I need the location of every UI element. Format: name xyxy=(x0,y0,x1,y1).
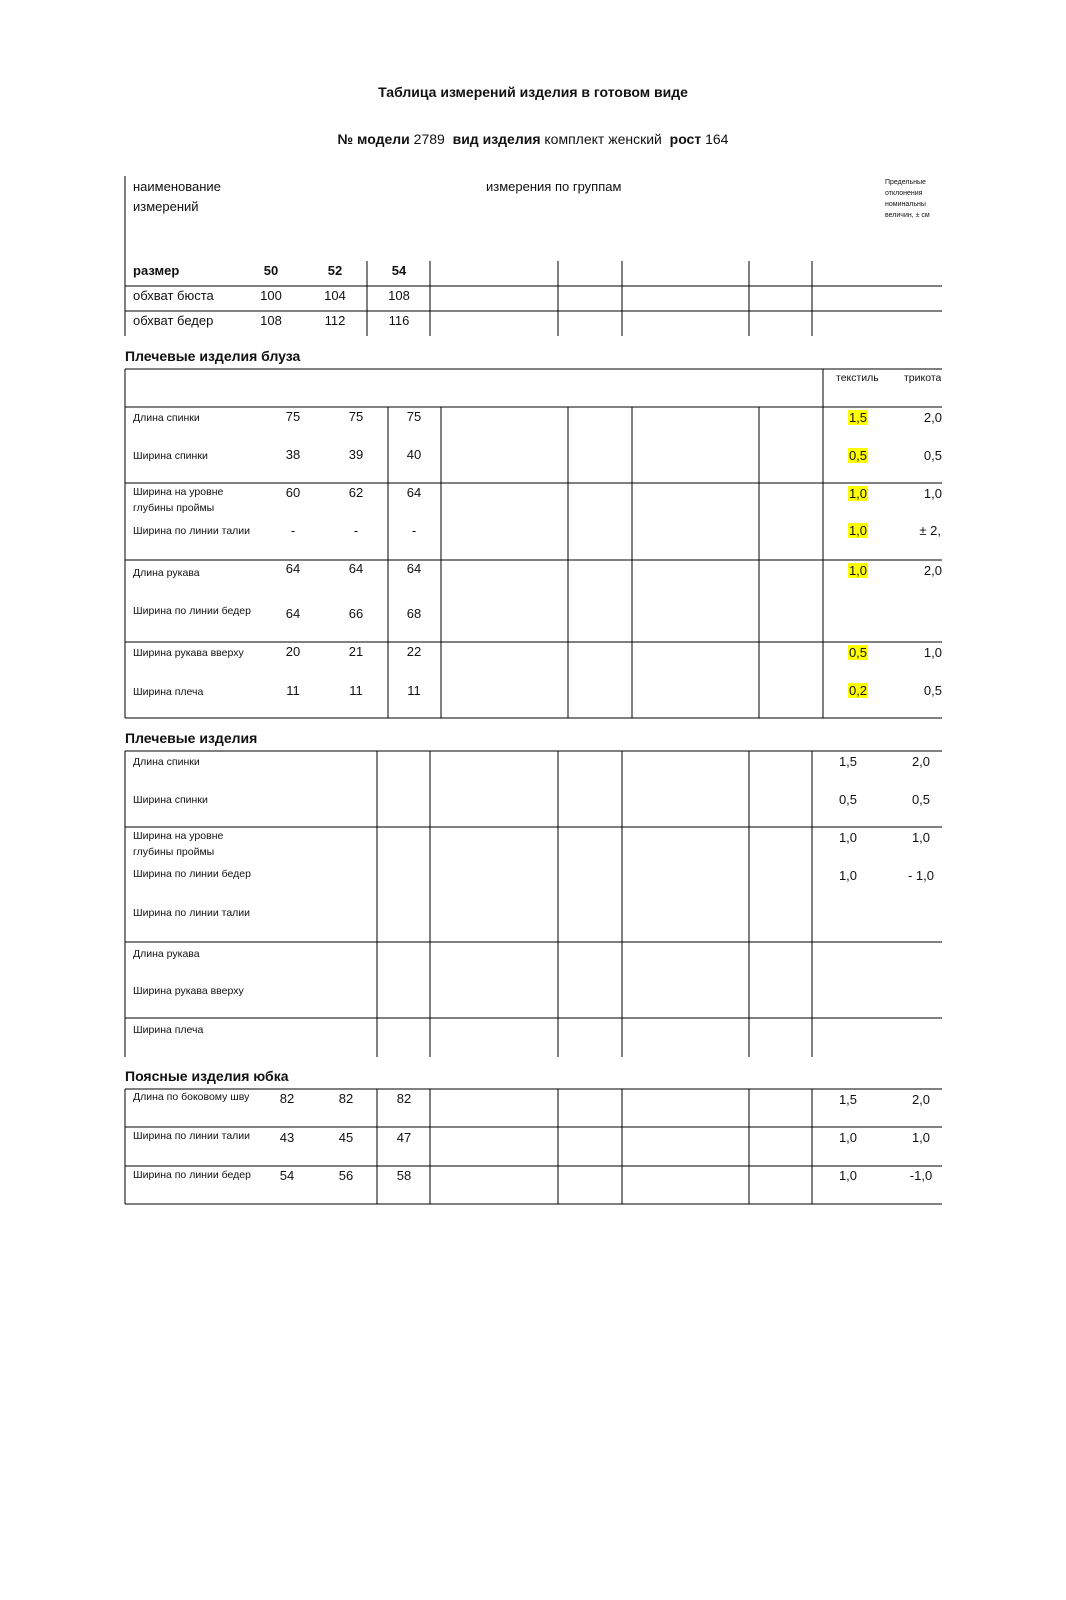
textile-tolerance: 0,5 xyxy=(848,645,868,660)
shoulder-section-title: Плечевые изделия xyxy=(125,730,258,746)
bust-label: обхват бюста xyxy=(133,288,214,303)
name-column-header: наименование измерений xyxy=(133,179,221,214)
size-54: 54 xyxy=(391,263,407,278)
textile-tolerance: 0,5 xyxy=(848,448,868,463)
textile-tolerance: 1,0 xyxy=(848,486,868,501)
page-subtitle xyxy=(0,131,1066,147)
model-label: № модели xyxy=(337,131,410,147)
size-label: размер xyxy=(133,263,180,278)
size-52: 52 xyxy=(327,263,343,278)
size-50: 50 xyxy=(263,263,279,278)
textile-column-header: текстиль xyxy=(836,372,879,384)
type-label: вид изделия xyxy=(452,131,541,147)
hips-label: обхват бедер xyxy=(133,313,214,328)
type-value: комплект женский xyxy=(544,131,662,147)
page-title: Таблица измерений изделия в готовом виде xyxy=(378,84,688,100)
model-value: 2789 xyxy=(413,131,445,147)
textile-tolerance: 1,5 xyxy=(848,410,868,425)
tolerance-header: Предельные отклонения номинальны величин, ± см xyxy=(885,179,930,219)
textile-tolerance: 1,0 xyxy=(848,563,868,578)
height-value: 164 xyxy=(705,131,729,147)
hips-50: 108 xyxy=(260,313,282,328)
knit-column-header: трикота xyxy=(904,372,941,384)
skirt-section-title: Поясные изделия юбка xyxy=(125,1068,289,1084)
bust-54: 108 xyxy=(388,288,410,303)
height-label: рост xyxy=(669,131,702,147)
textile-tolerance: 1,0 xyxy=(848,523,868,538)
textile-tolerance: 0,2 xyxy=(848,683,868,698)
hips-52: 112 xyxy=(324,313,346,328)
bust-52: 104 xyxy=(324,288,346,303)
bust-50: 100 xyxy=(260,288,282,303)
blouse-section-title: Плечевые изделия блуза xyxy=(125,348,301,364)
hips-54: 116 xyxy=(388,313,410,328)
groups-header: измерения по группам xyxy=(486,179,622,194)
